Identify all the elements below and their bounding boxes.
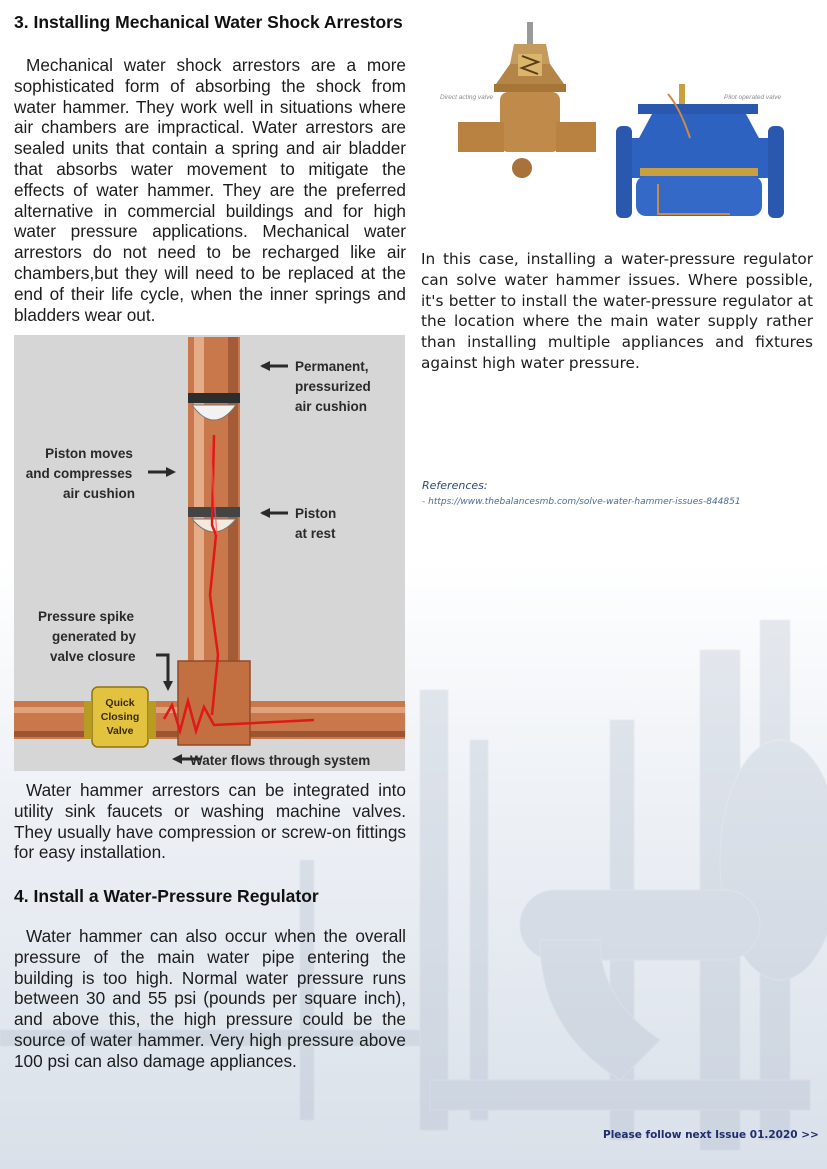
next-issue-note: Please follow next Issue 01.2020 >>	[603, 1129, 819, 1141]
section-3-paragraph-2: Water hammer arrestors can be integrated into utility sink faucets or washing machine valves. They usually have compression or screw-on fittings for easy installation.	[14, 780, 406, 863]
label-piston-rest-line1: Piston	[295, 506, 337, 521]
section-4-heading: 4. Install a Water-Pressure Regulator	[14, 886, 319, 906]
reference-link[interactable]: - https://www.thebalancesmb.com/solve-water-hammer-issues-844851	[422, 497, 741, 507]
valve-label-2: Closing	[100, 711, 140, 723]
references-title: References:	[422, 479, 488, 492]
valve-label-1: Quick	[105, 697, 135, 709]
label-permanent-line2: pressurized	[295, 379, 371, 394]
label-spike-line1: Pressure spike	[38, 609, 135, 624]
label-piston-rest-line2: at rest	[295, 526, 336, 541]
label-permanent-line3: air cushion	[295, 399, 368, 414]
label-permanent-line1: Permanent,	[295, 359, 369, 374]
label-spike-line3: valve closure	[50, 649, 136, 664]
section-3-paragraph: Mechanical water shock arrestors are a more sophisticated form of absorbing the shock from water hammer. They work well in situations where air chambers are impractical. Water arrestors are sealed units that contain a spring and air bladder that absorbs water movement to mitigate the effects of water hammer. They are the preferred alternative in commercial buildings and for high water pressure applications. Mechanical water arrestors do not need to be recharged like air chambers,but they will need to be replaced at the end of their life cycle, when the inner springs and bladders wear out.	[14, 55, 406, 325]
valve-caption-right: Pilot operated valve	[724, 94, 782, 101]
label-piston-moves-line1: Piston moves	[45, 446, 133, 461]
valve-label-3: Valve	[106, 725, 134, 737]
section-3-heading: 3. Installing Mechanical Water Shock Arrestors	[14, 12, 403, 32]
pressure-regulator-valves-image	[430, 18, 810, 230]
pilot-operated-valve-icon	[616, 84, 784, 218]
section-4-paragraph: Water hammer can also occur when the overall pressure of the main water pipe entering the building is too high. Normal water pressure runs between 30 and 55 psi (pounds per square inch), and above this, the high pressure could be the source of water hammer. Very high pressure above 100 psi can also damage appliances.	[14, 926, 406, 1071]
label-spike-line2: generated by	[52, 629, 137, 644]
right-column-paragraph: In this case, installing a water-pressure regulator can solve water hammer issues. Where possible, it's better to install the water-pressure regulator at the location where the main water supply rather than installing multiple appliances and fixtures against high water pressure.	[421, 250, 813, 372]
label-flow: Water flows through system	[190, 753, 371, 768]
label-piston-moves-line2: and compresses	[25, 466, 133, 481]
valve-caption-left: Direct acting valve	[440, 94, 494, 101]
water-hammer-arrestor-diagram	[14, 335, 405, 771]
label-piston-moves-line3: air cushion	[62, 486, 136, 501]
